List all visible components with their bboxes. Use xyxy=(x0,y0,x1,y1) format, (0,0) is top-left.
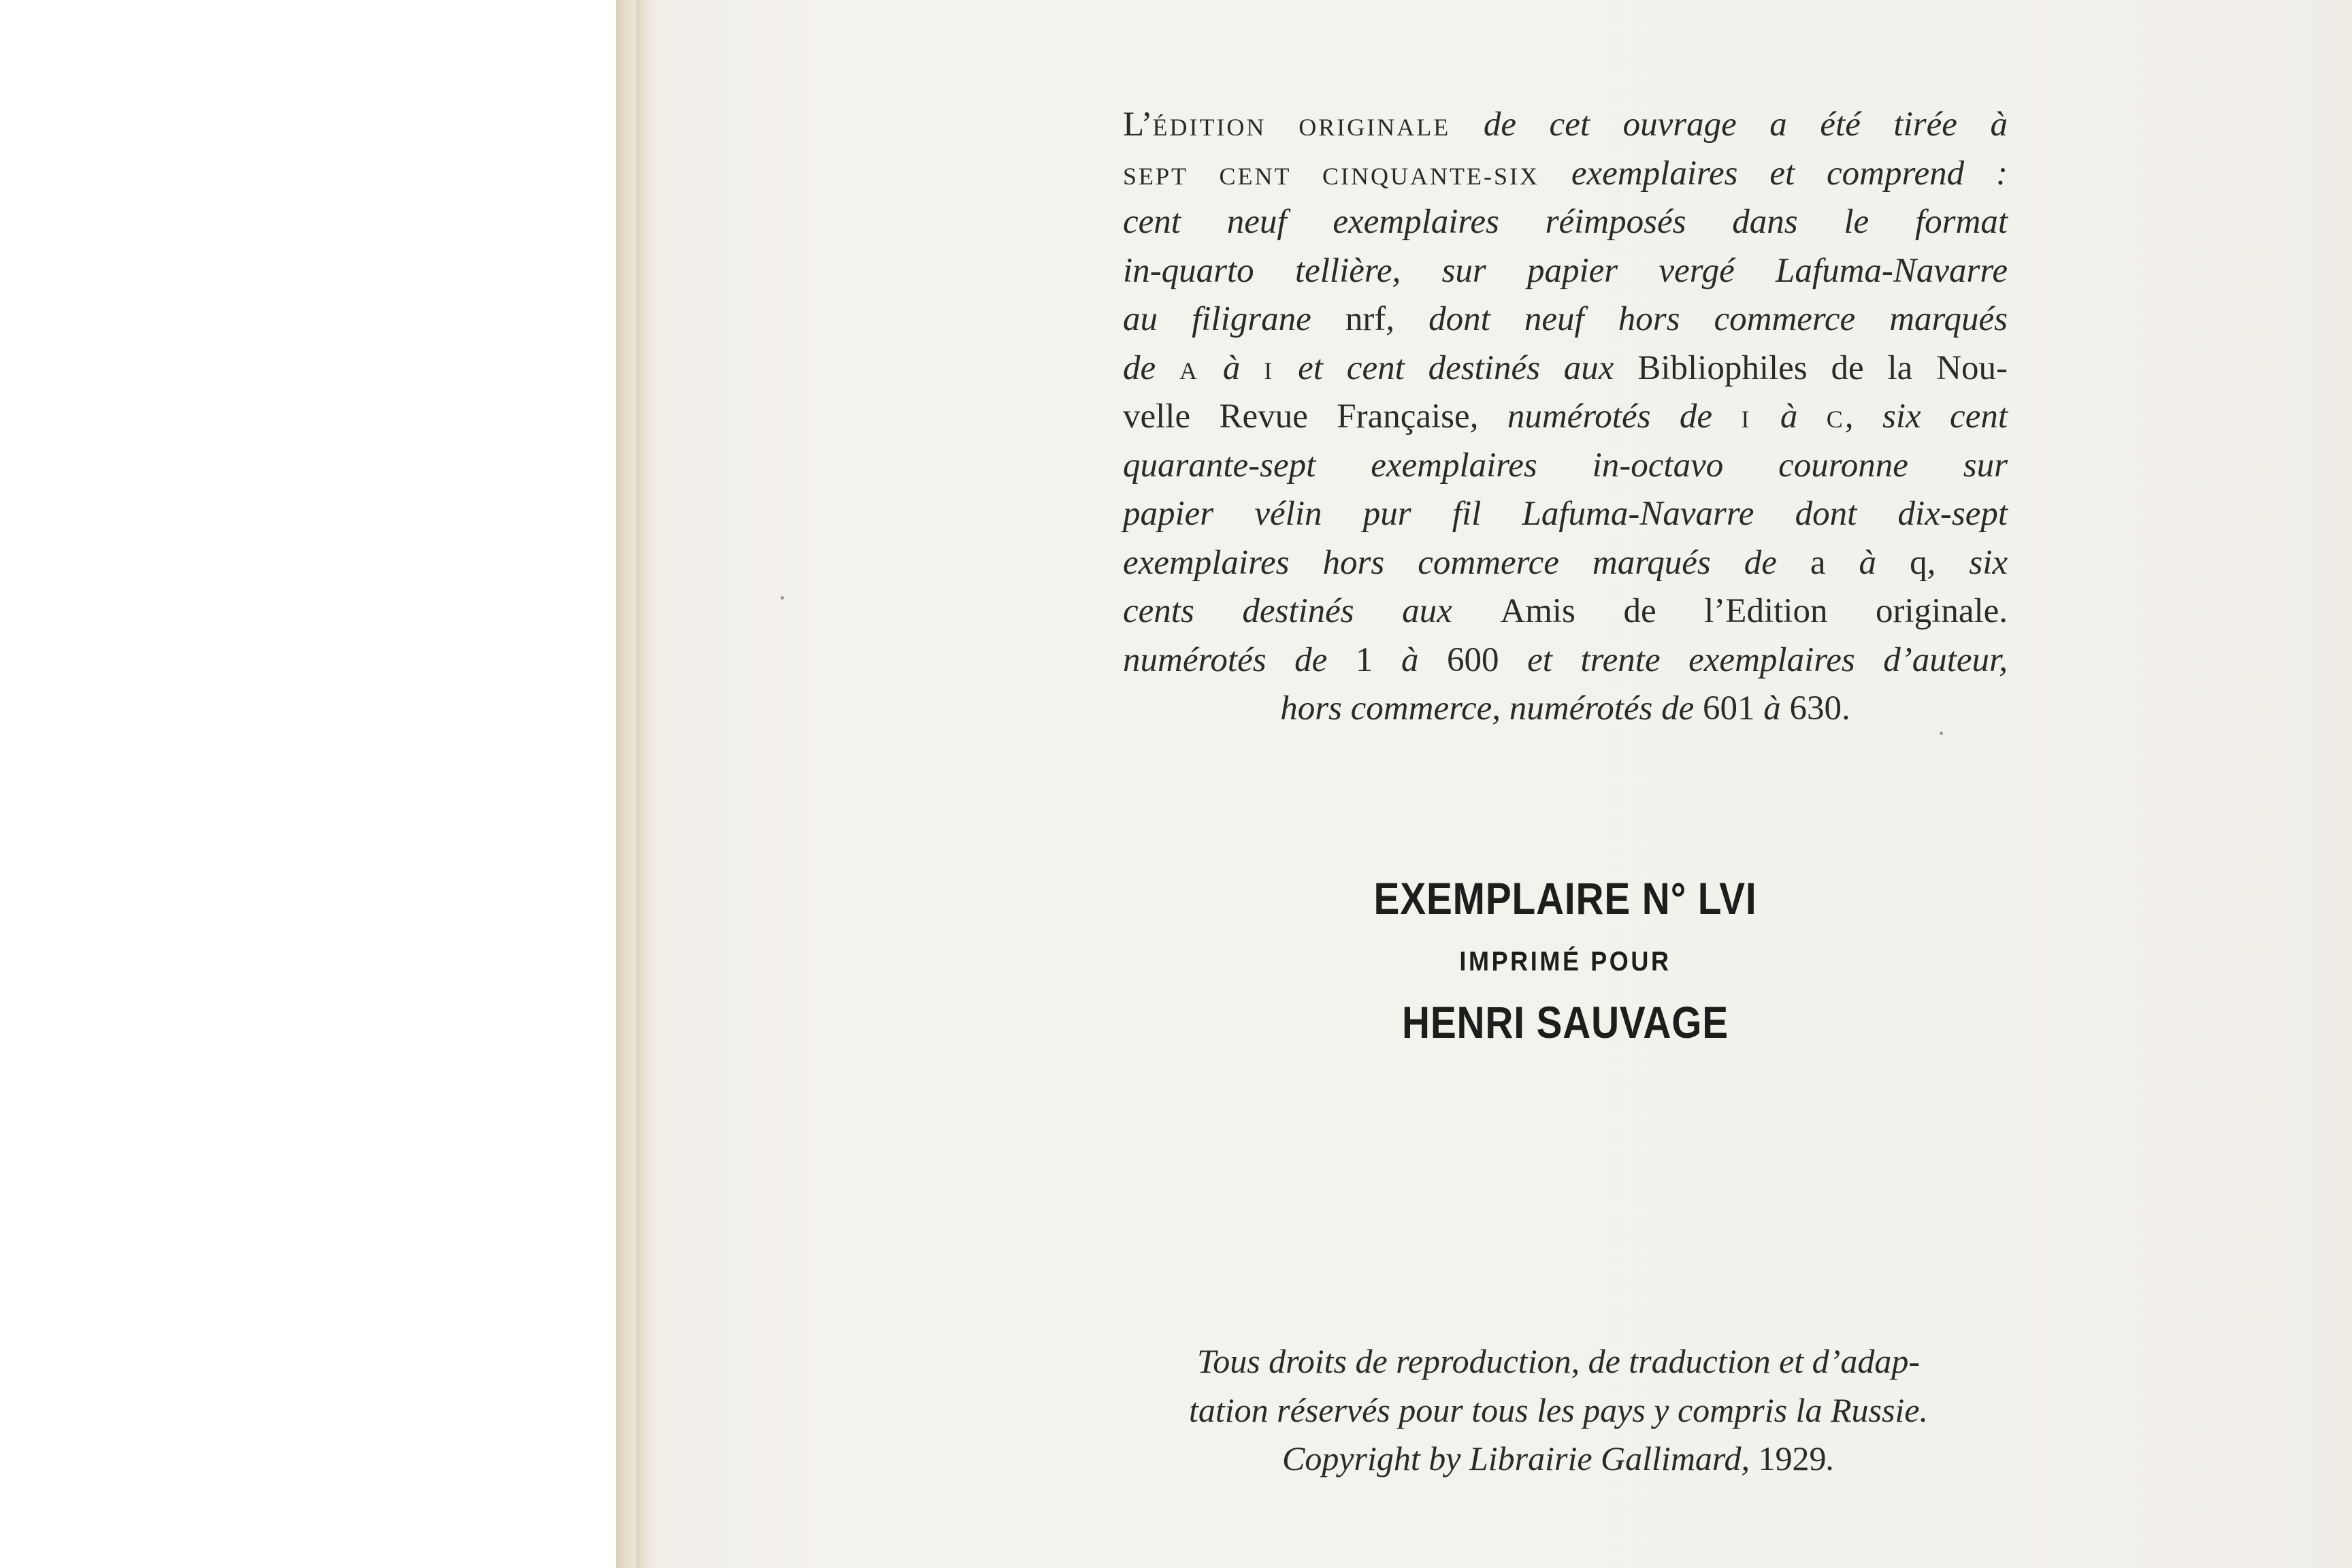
copy-number-block xyxy=(1123,864,2008,1056)
colophon-line: hors commerce, numérotés de 601 à 630. xyxy=(1280,689,1850,728)
rights-notice xyxy=(1116,1337,2001,1484)
colophon-line: quarante-sept exemplaires in-octavo couronne sur xyxy=(1123,446,2008,485)
colophon-line: au filigrane nrf, dont neuf hors commerce marqués xyxy=(1123,300,2008,338)
recipient-name: HENRI SAUVAGE xyxy=(1401,997,1729,1047)
colophon-line: cents destinés aux Amis de l’Edition originale. xyxy=(1123,592,2008,630)
colophon-text xyxy=(1123,101,2008,734)
colophon-line: exemplaires hors commerce marqués de a à q, six xyxy=(1123,543,2008,582)
colophon-line: de A à I et cent destinés aux Bibliophiles de la Nou- xyxy=(1123,348,2008,387)
colophon-line: velle Revue Française, numérotés de I à C, six cent xyxy=(1123,397,2008,436)
colophon-line: SEPT CENT CINQUANTE-SIX exemplaires et comprend : xyxy=(1123,154,2008,193)
colophon-line: papier vélin pur fil Lafuma-Navarre dont dix-sept xyxy=(1123,495,2008,533)
copy-number: EXEMPLAIRE N° LVI xyxy=(1373,873,1757,924)
rights-line: tation réservés pour tous les pays y compris la Russie. xyxy=(1188,1390,1928,1429)
colophon-line: L’ÉDITION ORIGINALE de cet ouvrage a été tirée à xyxy=(1123,105,2008,144)
rights-line: Copyright by Librairie Gallimard, 1929. xyxy=(1281,1439,1835,1477)
colophon-line: cent neuf exemplaires réimposés dans le format xyxy=(1123,203,2008,241)
colophon-line: in-quarto tellière, sur papier vergé Lafuma-Navarre xyxy=(1123,251,2008,290)
colophon-line: numérotés de 1 à 600 et trente exemplaires d’auteur, xyxy=(1123,640,2008,679)
printed-for-label: IMPRIMÉ POUR xyxy=(1459,947,1671,977)
rights-line: Tous droits de reproduction, de traduction et d’adap- xyxy=(1197,1342,1920,1380)
paper-speck xyxy=(781,596,784,600)
